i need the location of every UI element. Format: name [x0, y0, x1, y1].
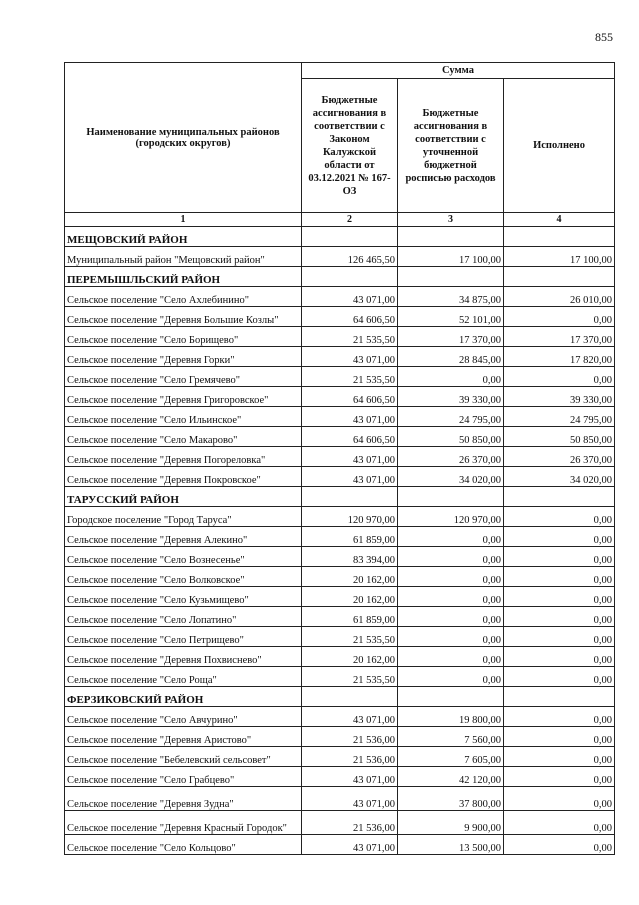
law-amount: 21 536,00: [302, 811, 398, 835]
settlement-name: Сельское поселение "Деревня Красный Городок": [65, 811, 302, 835]
settlement-name: Городское поселение "Город Таруса": [65, 507, 302, 527]
law-amount: 43 071,00: [302, 467, 398, 487]
table-row: [65, 627, 615, 647]
settlement-name: Сельское поселение "Село Борищево": [65, 327, 302, 347]
settlement-name: Сельское поселение "Село Кольцово": [65, 835, 302, 855]
district-empty-cell: [302, 227, 398, 247]
settlement-name: Сельское поселение "Село Грабцево": [65, 767, 302, 787]
executed-amount: 34 020,00: [504, 467, 615, 487]
executed-amount: 0,00: [504, 307, 615, 327]
executed-amount: 17 100,00: [504, 247, 615, 267]
table-row: [65, 367, 615, 387]
refined-amount: 50 850,00: [398, 427, 504, 447]
table-row: [65, 447, 615, 467]
table-row: [65, 287, 615, 307]
executed-amount: 0,00: [504, 647, 615, 667]
table-row: [65, 327, 615, 347]
law-amount: 43 071,00: [302, 787, 398, 811]
refined-amount: 7 560,00: [398, 727, 504, 747]
district-row: [65, 267, 615, 287]
district-empty-cell: [302, 687, 398, 707]
table-row: [65, 527, 615, 547]
settlement-name: Сельское поселение "Село Волковское": [65, 567, 302, 587]
table-row: [65, 747, 615, 767]
law-amount: 43 071,00: [302, 287, 398, 307]
refined-amount: 34 020,00: [398, 467, 504, 487]
header-num-3: 3: [398, 213, 504, 227]
refined-amount: 17 100,00: [398, 247, 504, 267]
table-row: [65, 347, 615, 367]
district-empty-cell: [398, 487, 504, 507]
executed-amount: 17 370,00: [504, 327, 615, 347]
law-amount: 20 162,00: [302, 647, 398, 667]
executed-amount: 24 795,00: [504, 407, 615, 427]
refined-amount: 0,00: [398, 627, 504, 647]
law-amount: 21 535,50: [302, 367, 398, 387]
district-row: [65, 487, 615, 507]
budget-table: [64, 62, 615, 855]
law-amount: 43 071,00: [302, 767, 398, 787]
district-empty-cell: [302, 267, 398, 287]
district-empty-cell: [504, 687, 615, 707]
table-row: [65, 767, 615, 787]
law-amount: 43 071,00: [302, 407, 398, 427]
settlement-name: Сельское поселение "Деревня Погореловка": [65, 447, 302, 467]
district-empty-cell: [398, 227, 504, 247]
settlement-name: Сельское поселение "Село Петрищево": [65, 627, 302, 647]
executed-amount: 39 330,00: [504, 387, 615, 407]
refined-amount: 28 845,00: [398, 347, 504, 367]
table-body: [65, 227, 615, 855]
settlement-name: Сельское поселение "Деревня Григоровское": [65, 387, 302, 407]
refined-amount: 26 370,00: [398, 447, 504, 467]
refined-amount: 13 500,00: [398, 835, 504, 855]
law-amount: 21 535,50: [302, 627, 398, 647]
refined-amount: 7 605,00: [398, 747, 504, 767]
settlement-name: Сельское поселение "Село Ильинское": [65, 407, 302, 427]
law-amount: 43 071,00: [302, 707, 398, 727]
district-empty-cell: [398, 687, 504, 707]
table-row: [65, 307, 615, 327]
header-col-law: Бюджетные ассигнования в соответствии с Законом Калужской области от 03.12.2021 № 167-ОЗ: [302, 79, 398, 213]
law-amount: 21 535,50: [302, 327, 398, 347]
refined-amount: 0,00: [398, 667, 504, 687]
settlement-name: Сельское поселение "Село Вознесенье": [65, 547, 302, 567]
law-amount: 43 071,00: [302, 835, 398, 855]
refined-amount: 24 795,00: [398, 407, 504, 427]
law-amount: 43 071,00: [302, 447, 398, 467]
refined-amount: 17 370,00: [398, 327, 504, 347]
refined-amount: 0,00: [398, 367, 504, 387]
refined-amount: 0,00: [398, 607, 504, 627]
executed-amount: 26 370,00: [504, 447, 615, 467]
refined-amount: 0,00: [398, 567, 504, 587]
settlement-name: Сельское поселение "Село Гремячево": [65, 367, 302, 387]
law-amount: 43 071,00: [302, 347, 398, 367]
law-amount: 64 606,50: [302, 387, 398, 407]
law-amount: 64 606,50: [302, 307, 398, 327]
refined-amount: 0,00: [398, 647, 504, 667]
table-row: [65, 647, 615, 667]
law-amount: 21 536,00: [302, 727, 398, 747]
refined-amount: 52 101,00: [398, 307, 504, 327]
law-amount: 21 536,00: [302, 747, 398, 767]
executed-amount: 0,00: [504, 787, 615, 811]
table-row: [65, 247, 615, 267]
header-num-2: 2: [302, 213, 398, 227]
table-row: [65, 387, 615, 407]
law-amount: 20 162,00: [302, 587, 398, 607]
executed-amount: 0,00: [504, 367, 615, 387]
table-row: [65, 427, 615, 447]
executed-amount: 0,00: [504, 835, 615, 855]
table-row: [65, 567, 615, 587]
district-empty-cell: [504, 267, 615, 287]
district-name: МЕЩОВСКИЙ РАЙОН: [65, 227, 302, 247]
refined-amount: 0,00: [398, 587, 504, 607]
law-amount: 21 535,50: [302, 667, 398, 687]
executed-amount: 0,00: [504, 747, 615, 767]
table-row: [65, 835, 615, 855]
table-row: [65, 467, 615, 487]
law-amount: 120 970,00: [302, 507, 398, 527]
table-row: [65, 507, 615, 527]
law-amount: 126 465,50: [302, 247, 398, 267]
refined-amount: 0,00: [398, 527, 504, 547]
law-amount: 83 394,00: [302, 547, 398, 567]
settlement-name: Сельское поселение "Село Ахлебинино": [65, 287, 302, 307]
refined-amount: 42 120,00: [398, 767, 504, 787]
settlement-name: Сельское поселение "Деревня Зудна": [65, 787, 302, 811]
executed-amount: 0,00: [504, 587, 615, 607]
table-row: [65, 727, 615, 747]
refined-amount: 39 330,00: [398, 387, 504, 407]
executed-amount: 26 010,00: [504, 287, 615, 307]
district-empty-cell: [302, 487, 398, 507]
settlement-name: Сельское поселение "Село Кузьмищево": [65, 587, 302, 607]
header-num-4: 4: [504, 213, 615, 227]
settlement-name: Сельское поселение "Село Лопатино": [65, 607, 302, 627]
executed-amount: 0,00: [504, 667, 615, 687]
refined-amount: 19 800,00: [398, 707, 504, 727]
header-col-refined: Бюджетные ассигнования в соответствии с уточненной бюджетной росписью расходов: [398, 79, 504, 213]
page-number: 855: [595, 30, 613, 44]
executed-amount: 0,00: [504, 811, 615, 835]
header-col-executed: Исполнено: [504, 79, 615, 213]
table-row: [65, 587, 615, 607]
settlement-name: Сельское поселение "Деревня Похвиснево": [65, 647, 302, 667]
refined-amount: 120 970,00: [398, 507, 504, 527]
executed-amount: 17 820,00: [504, 347, 615, 367]
table-row: [65, 707, 615, 727]
executed-amount: 0,00: [504, 767, 615, 787]
district-empty-cell: [504, 227, 615, 247]
executed-amount: 0,00: [504, 707, 615, 727]
district-name: ПЕРЕМЫШЛЬСКИЙ РАЙОН: [65, 267, 302, 287]
district-empty-cell: [398, 267, 504, 287]
law-amount: 61 859,00: [302, 607, 398, 627]
law-amount: 61 859,00: [302, 527, 398, 547]
header-sum-group: Сумма: [302, 63, 615, 79]
district-empty-cell: [504, 487, 615, 507]
law-amount: 20 162,00: [302, 567, 398, 587]
settlement-name: Муниципальный район "Мещовский район": [65, 247, 302, 267]
refined-amount: 37 800,00: [398, 787, 504, 811]
executed-amount: 0,00: [504, 607, 615, 627]
table-row: [65, 811, 615, 835]
district-row: [65, 687, 615, 707]
settlement-name: Сельское поселение "Село Авчурино": [65, 707, 302, 727]
settlement-name: Сельское поселение "Бебелевский сельсовет": [65, 747, 302, 767]
refined-amount: 9 900,00: [398, 811, 504, 835]
table-row: [65, 607, 615, 627]
executed-amount: 0,00: [504, 727, 615, 747]
executed-amount: 0,00: [504, 627, 615, 647]
law-amount: 64 606,50: [302, 427, 398, 447]
table-row: [65, 407, 615, 427]
table-header: [65, 63, 615, 227]
executed-amount: 0,00: [504, 507, 615, 527]
settlement-name: Сельское поселение "Деревня Горки": [65, 347, 302, 367]
district-name: ТАРУССКИЙ РАЙОН: [65, 487, 302, 507]
settlement-name: Сельское поселение "Деревня Покровское": [65, 467, 302, 487]
header-num-1: 1: [65, 213, 302, 227]
executed-amount: 0,00: [504, 527, 615, 547]
header-name-column: Наименование муниципальных районов (городских округов): [65, 63, 302, 213]
table-row: [65, 667, 615, 687]
settlement-name: Сельское поселение "Деревня Алекино": [65, 527, 302, 547]
settlement-name: Сельское поселение "Деревня Аристово": [65, 727, 302, 747]
executed-amount: 0,00: [504, 547, 615, 567]
table-row: [65, 787, 615, 811]
settlement-name: Сельское поселение "Деревня Большие Козлы": [65, 307, 302, 327]
refined-amount: 0,00: [398, 547, 504, 567]
executed-amount: 0,00: [504, 567, 615, 587]
executed-amount: 50 850,00: [504, 427, 615, 447]
district-row: [65, 227, 615, 247]
settlement-name: Сельское поселение "Село Роща": [65, 667, 302, 687]
refined-amount: 34 875,00: [398, 287, 504, 307]
district-name: ФЕРЗИКОВСКИЙ РАЙОН: [65, 687, 302, 707]
table-row: [65, 547, 615, 567]
settlement-name: Сельское поселение "Село Макарово": [65, 427, 302, 447]
